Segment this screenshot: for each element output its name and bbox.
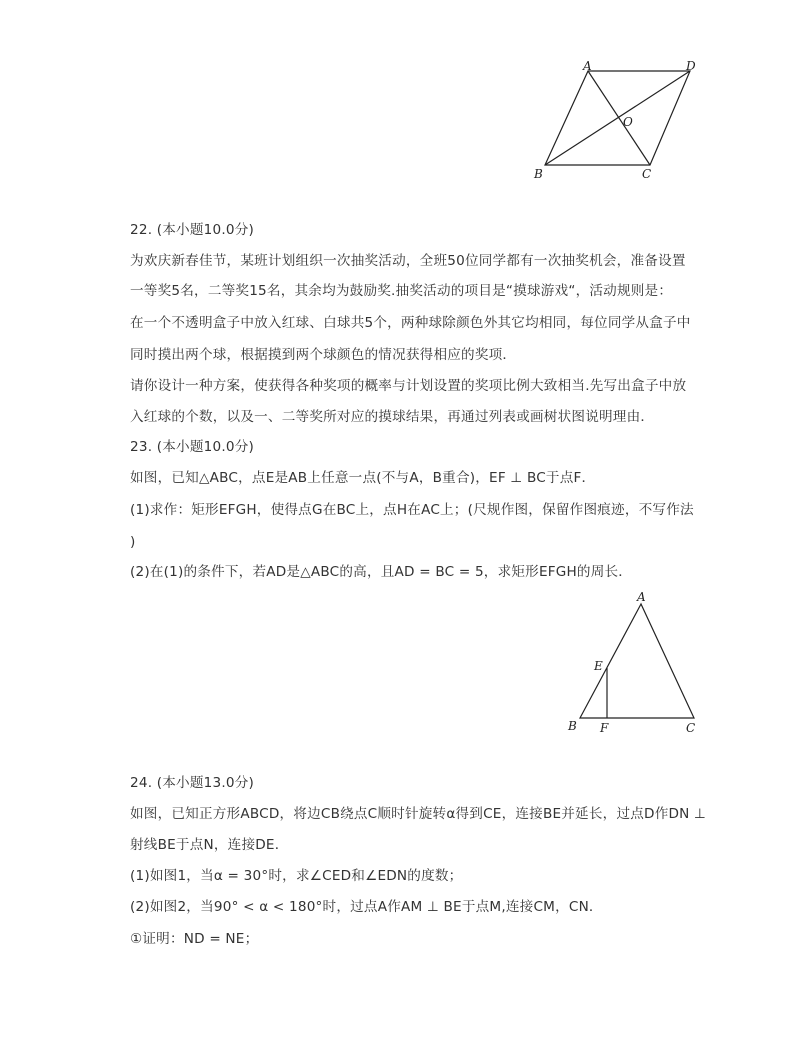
q23-line-1: 如图，已知△ABC，点E是AB上任意一点(不与A，B重合)，EF ⊥ BC于点F． — [130, 470, 596, 486]
q24-line-5: ①证明：ND = NE； — [130, 931, 259, 947]
q24-line-4: (2)如图2，当90° < α < 180°时，过点A作AM ⊥ BE于点M,连接CM，CN． — [130, 899, 603, 915]
label-c: C — [686, 721, 696, 735]
q24-header: 24. (本小题13.0分) — [130, 775, 254, 791]
q23-line-2: (1)求作：矩形EFGH，使得点G在BC上，点H在AC上；(尺规作图，保留作图痕迹，不写作法 — [130, 502, 694, 518]
q22-line-1: 为欢庆新春佳节，某班计划组织一次抽奖活动，全班50位同学都有一次抽奖机会，准备设置 — [130, 253, 686, 269]
q22-line-5: 请你设计一种方案，使获得各种奖项的概率与计划设置的奖项比例大致相当.先写出盒子中放 — [130, 378, 687, 394]
figure-triangle — [560, 588, 710, 738]
q24-line-3: (1)如图1，当α = 30°时，求∠CED和∠EDN的度数； — [130, 868, 463, 884]
figure-parallelogram — [530, 58, 705, 183]
label-o: O — [623, 115, 633, 129]
q22-header: 22. (本小题10.0分) — [130, 222, 254, 238]
q23-header: 23. (本小题10.0分) — [130, 439, 254, 455]
label-f: F — [600, 721, 609, 735]
label-b: B — [534, 167, 543, 181]
label-a: A — [637, 590, 646, 604]
label-e: E — [594, 659, 603, 673]
label-c: C — [642, 167, 652, 181]
q23-line-3: ) — [130, 534, 136, 550]
label-d: D — [686, 59, 696, 73]
q22-line-2: 一等奖5名，二等奖15名，其余均为鼓励奖.抽奖活动的项目是“摸球游戏“，活动规则是： — [130, 283, 673, 299]
q22-line-4: 同时摸出两个球，根据摸到两个球颜色的情况获得相应的奖项． — [130, 347, 517, 363]
q24-line-2: 射线BE于点N，连接DE． — [130, 837, 289, 853]
q22-line-3: 在一个不透明盒子中放入红球、白球共5个，两种球除颜色外其它均相同，每位同学从盒子中 — [130, 315, 691, 331]
diagonal-ac — [588, 71, 650, 165]
q22-line-6: 入红球的个数，以及一、二等奖所对应的摸球结果，再通过列表或画树状图说明理由． — [130, 409, 655, 425]
q24-line-1: 如图，已知正方形ABCD，将边CB绕点C顺时针旋转α得到CE，连接BE并延长，过点D作DN ⊥ — [130, 806, 707, 822]
label-b: B — [568, 719, 577, 733]
label-a: A — [583, 59, 592, 73]
q23-line-4: (2)在(1)的条件下，若AD是△ABC的高，且AD = BC = 5，求矩形EFGH的周长． — [130, 564, 633, 580]
